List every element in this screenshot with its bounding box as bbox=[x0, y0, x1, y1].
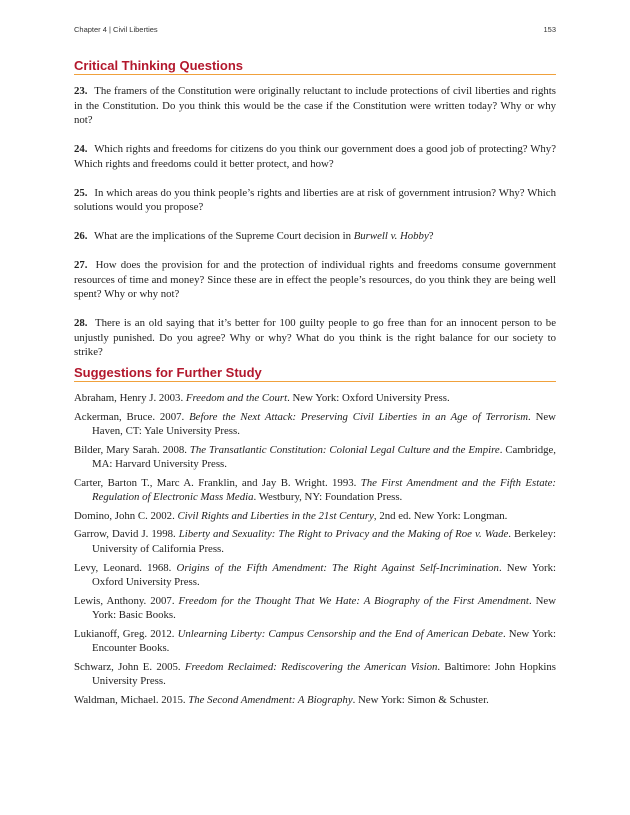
reference-item bbox=[74, 443, 556, 472]
reference-author: Abraham, Henry J. 2003. bbox=[74, 392, 186, 404]
reference-publisher: . New York: Basic Books. bbox=[92, 594, 557, 622]
reference-author: Domino, John C. 2002. bbox=[74, 509, 178, 522]
reference-publisher: . Baltimore: John Hopkins University Press. bbox=[92, 660, 556, 688]
question-text: In which areas do you think people’s rights and liberties are at risk of government intrusion? Why? Which solutions would you propose? bbox=[74, 186, 556, 213]
question-number: 24. bbox=[74, 143, 88, 155]
reference-list bbox=[74, 391, 556, 712]
reference-title: The First Amendment and the Fifth Estate: Regulation of Electronic Mass Media bbox=[92, 476, 556, 504]
reference-title: Civil Rights and Liberties in the 21st Century bbox=[177, 509, 374, 522]
question-text: What are the implications of the Supreme Court decision in bbox=[94, 230, 354, 242]
reference-author: Bilder, Mary Sarah. 2008. bbox=[74, 443, 190, 456]
question-26 bbox=[74, 229, 556, 244]
reference-publisher: . Westbury, NY: Foundation Press. bbox=[253, 491, 403, 504]
critical-thinking-heading: Critical Thinking Questions bbox=[74, 58, 556, 75]
reference-author: Levy, Leonard. 1968. bbox=[74, 561, 177, 574]
question-28 bbox=[74, 316, 556, 360]
question-number: 26. bbox=[74, 230, 88, 242]
question-list bbox=[74, 84, 556, 374]
reference-author: Lukianoff, Greg. 2012. bbox=[74, 627, 178, 640]
question-text: Which rights and freedoms for citizens do you think our government does a good job of protecting? Why? Which rights and freedoms could it better protect, and how? bbox=[74, 143, 556, 170]
reference-title: Origins of the Fifth Amendment: The Right Against Self-Incrimination bbox=[176, 561, 499, 574]
question-text: How does the provision for and the protection of individual rights and freedoms consume government resources of time and money? Since these are in effect the people’s resources, do you think they are being well spent? Why or why not? bbox=[74, 259, 556, 300]
reference-item bbox=[74, 561, 556, 590]
reference-title: Before the Next Attack: Preserving Civil Liberties in an Age of Terrorism bbox=[189, 410, 529, 423]
reference-author: Garrow, David J. 1998. bbox=[74, 528, 179, 541]
reference-title: Freedom for the Thought That We Hate: A Biography of the First Amendment bbox=[178, 594, 529, 607]
reference-item bbox=[74, 660, 556, 689]
reference-item bbox=[74, 627, 556, 656]
reference-title: Freedom and the Court bbox=[185, 392, 288, 404]
question-number: 23. bbox=[74, 85, 88, 97]
reference-author: Ackerman, Bruce. 2007. bbox=[74, 410, 190, 423]
reference-publisher: . Cambridge, MA: Harvard University Press. bbox=[92, 443, 557, 471]
reference-author: Carter, Barton T., Marc A. Franklin, and Jay B. Wright. 1993. bbox=[74, 476, 361, 489]
reference-publisher: . Berkeley: University of California Press. bbox=[92, 528, 557, 555]
reference-item bbox=[74, 509, 556, 524]
reference-item bbox=[74, 594, 556, 623]
question-25 bbox=[74, 186, 556, 215]
reference-publisher: , 2nd ed. New York: Longman. bbox=[373, 509, 508, 522]
running-header bbox=[74, 25, 556, 37]
question-number: 25. bbox=[74, 186, 88, 199]
further-study-heading: Suggestions for Further Study bbox=[74, 365, 556, 382]
question-27 bbox=[74, 258, 556, 302]
question-text: The framers of the Constitution were originally reluctant to include protections of civil liberties and rights in the Constitution. Do you think this would be the case if the Constitution were written today? Why or why not? bbox=[74, 85, 556, 126]
reference-item bbox=[74, 527, 556, 556]
reference-author: Waldman, Michael. 2015. bbox=[74, 693, 189, 706]
reference-title: Liberty and Sexuality: The Right to Privacy and the Making of Roe v. Wade bbox=[178, 528, 509, 541]
reference-title: Freedom Reclaimed: Rediscovering the American Vision bbox=[184, 660, 438, 673]
reference-item bbox=[74, 693, 556, 708]
reference-title: The Transatlantic Constitution: Colonial Legal Culture and the Empire bbox=[189, 443, 500, 456]
reference-publisher: . New Haven, CT: Yale University Press. bbox=[92, 410, 556, 438]
reference-item bbox=[74, 410, 556, 439]
question-text: There is an old saying that it’s better for 100 guilty people to go free than for an innocent person to be unjustly punished. Do you agree? Why or why? What do you think is the right balance for our society to strike? bbox=[74, 317, 556, 358]
question-text-end: ? bbox=[428, 230, 434, 242]
reference-item bbox=[74, 476, 556, 505]
question-number: 27. bbox=[74, 259, 88, 271]
reference-title: Unlearning Liberty: Campus Censorship and the End of American Debate bbox=[177, 627, 503, 640]
reference-publisher: . New York: Simon & Schuster. bbox=[352, 693, 489, 706]
reference-publisher: . New York: Encounter Books. bbox=[92, 627, 556, 655]
reference-publisher: . New York: Oxford University Press. bbox=[92, 561, 556, 589]
reference-publisher: . New York: Oxford University Press. bbox=[287, 392, 450, 404]
question-24 bbox=[74, 142, 556, 171]
reference-title: The Second Amendment: A Biography bbox=[188, 693, 353, 706]
page-number: 153 bbox=[543, 25, 556, 34]
question-23 bbox=[74, 84, 556, 128]
case-name: Burwell v. Hobby bbox=[353, 230, 429, 242]
chapter-label: Chapter 4 | Civil Liberties bbox=[74, 25, 158, 34]
question-number: 28. bbox=[74, 317, 88, 329]
reference-author: Schwarz, John E. 2005. bbox=[74, 660, 185, 673]
reference-item bbox=[74, 391, 556, 406]
reference-author: Lewis, Anthony. 2007. bbox=[74, 594, 179, 607]
